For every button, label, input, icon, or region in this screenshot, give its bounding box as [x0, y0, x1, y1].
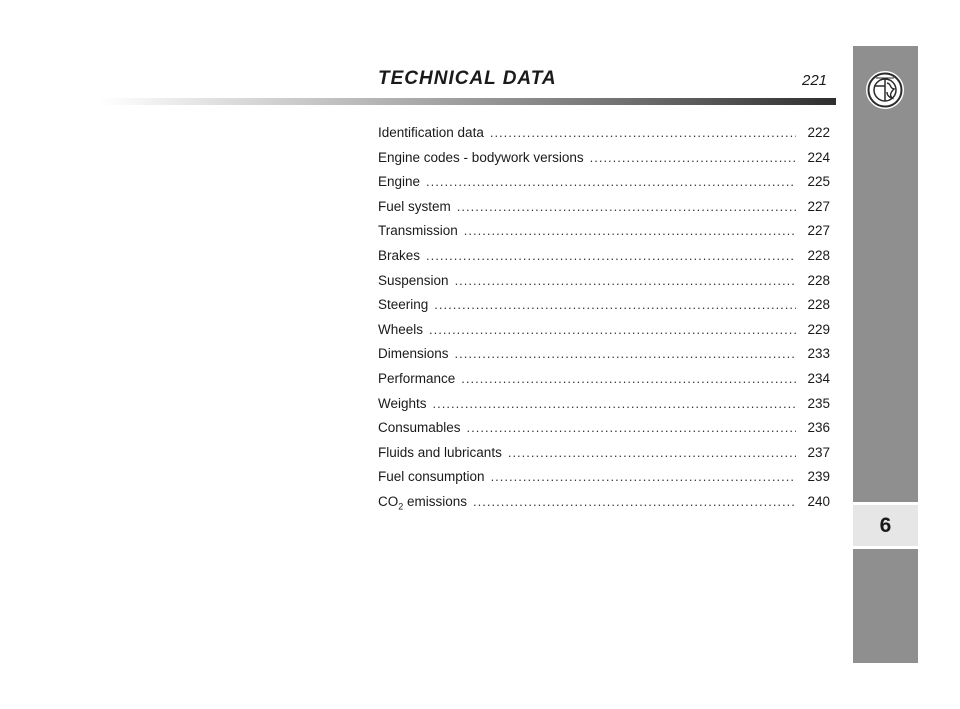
toc-item-label: Fuel system: [378, 198, 451, 214]
toc-item-label-subscript: 2: [398, 501, 404, 512]
toc-item-label: Wheels: [378, 321, 424, 337]
toc-item-label: Performance: [378, 370, 456, 386]
toc-item[interactable]: [378, 396, 830, 421]
toc-dot-leader: [490, 125, 796, 140]
toc-item-page: 222: [807, 125, 830, 140]
toc-item[interactable]: [378, 297, 830, 322]
toc-item-label: Transmission: [378, 223, 458, 239]
toc-item[interactable]: [378, 371, 830, 396]
toc-dot-leader: [429, 322, 796, 337]
toc-item-page: 228: [807, 297, 830, 313]
toc-item-page: 234: [807, 370, 830, 386]
toc-dot-leader: [455, 346, 796, 361]
chapter-tab[interactable]: 6: [853, 502, 918, 549]
table-of-contents: [378, 125, 830, 519]
toc-dot-leader: [457, 199, 796, 214]
toc-item-page: 240: [807, 493, 830, 509]
toc-item-label: Dimensions: [378, 346, 449, 362]
brand-logo-icon-graphic: [867, 72, 903, 108]
toc-item-page: 224: [807, 149, 830, 165]
toc-item-page: 228: [807, 272, 830, 288]
toc-item-page: 235: [807, 395, 830, 411]
toc-item-page: 225: [807, 174, 830, 190]
toc-item-label: Weights: [378, 395, 427, 411]
toc-item-label: Identification data: [378, 125, 484, 140]
toc-item-label: Steering: [378, 297, 429, 313]
toc-item-label: Engine codes - bodywork versions: [378, 149, 584, 165]
toc-item-label: [378, 494, 467, 512]
toc-item-page: 237: [807, 444, 830, 460]
toc-item-page: 228: [807, 247, 830, 263]
toc-item-page: 227: [807, 223, 830, 239]
toc-item-label: Consumables: [378, 420, 461, 436]
toc-item[interactable]: [378, 273, 830, 298]
toc-item[interactable]: [378, 248, 830, 273]
toc-item-label: Engine: [378, 174, 421, 190]
toc-dot-leader: [426, 248, 796, 263]
toc-item-page: 229: [807, 321, 830, 337]
toc-item-label-prefix: CO: [378, 493, 399, 509]
toc-item-page: 239: [807, 469, 830, 485]
toc-item-label-suffix: emissions: [403, 493, 468, 509]
toc-item-label: Suspension: [378, 272, 449, 288]
toc-item[interactable]: [378, 346, 830, 371]
toc-item[interactable]: [378, 150, 830, 175]
toc-dot-leader: [467, 420, 796, 435]
toc-dot-leader: [455, 273, 796, 288]
toc-dot-leader: [590, 150, 796, 165]
toc-item[interactable]: [378, 322, 830, 347]
toc-dot-leader: [433, 396, 796, 411]
toc-dot-leader: [464, 223, 796, 238]
toc-item-page: 233: [807, 346, 830, 362]
toc-item-label: Fluids and lubricants: [378, 444, 502, 460]
toc-item-label: Fuel consumption: [378, 469, 485, 485]
toc-item[interactable]: [378, 125, 830, 150]
toc-dot-leader: [473, 494, 796, 509]
toc-dot-leader: [461, 371, 796, 386]
toc-item[interactable]: [378, 494, 830, 519]
toc-dot-leader: [434, 297, 796, 312]
toc-dot-leader: [426, 174, 796, 189]
brand-logo-icon: [866, 71, 904, 109]
chapter-sidebar: [853, 46, 918, 663]
toc-item[interactable]: [378, 420, 830, 445]
page-title: TECHNICAL DATA: [378, 68, 557, 89]
page-number: 221: [802, 72, 828, 89]
toc-item[interactable]: [378, 174, 830, 199]
toc-dot-leader: [508, 445, 796, 460]
toc-dot-leader: [491, 469, 796, 484]
toc-item-page: 227: [807, 198, 830, 214]
toc-item[interactable]: [378, 445, 830, 470]
header-rule: [100, 98, 836, 105]
toc-item-page: 236: [807, 420, 830, 436]
toc-item[interactable]: [378, 199, 830, 224]
toc-item[interactable]: [378, 469, 830, 494]
toc-item-label: Brakes: [378, 247, 421, 263]
toc-item[interactable]: [378, 223, 830, 248]
